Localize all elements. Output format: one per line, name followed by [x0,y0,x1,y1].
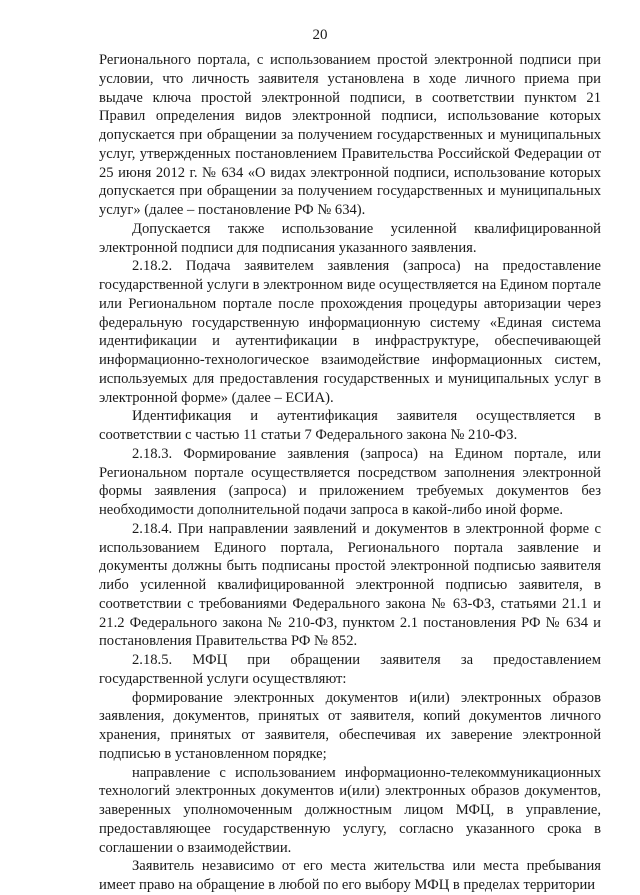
paragraph-2-18-2: 2.18.2. Подача заявителем заявления (запроса) на предоставление государственной услуги в электронном виде осуществляется на Едином портале или Региональном портале после прохождения процедуры авторизации через федеральную государственную информационную систему «Единая система идентификации и аутентификации в инфраструктуре, обеспечивающей информационно-технологическое взаимодействие информационных систем, используемых для предоставления государственных и муниципальных услуг в электронной форме» (далее – ЕСИА). [99,258,601,406]
paragraph-2-18-5: 2.18.5. МФЦ при обращении заявителя за предоставлением государственной услуги осуществляют: [99,652,601,687]
paragraph-sending-documents: направление с использованием информационно-телекоммуникационных технологий электронных документов и(или) электронных образов документов, заверенных уполномоченным должностным лицом МФЦ, в управление, предоставляющее государственную услугу, согласно указанного срока в соглашении о взаимодействии. [99,764,601,856]
paragraph-qualified-signature: Допускается также использование усиленной квалифицированной электронной подписи для подписания указанного заявления. [99,220,601,256]
page-number: 20 [312,27,328,43]
paragraph-applicant-choice: Заявитель независимо от его места жительства или места пребывания имеет право на обращение в любой по его выбору МФЦ в пределах территории [99,858,601,893]
paragraph-intro-continuation: Регионального портала, с использованием простой электронной подписи при условии, что личность заявителя установлена в ходе личного приема при выдаче ключа простой электронной подписи, в соответствии пунктом 21 Правил определения видов электронной подписи, использование которых допускается при обращении за получением государственных и муниципальных услуг, утвержденных постановлением Правительства Российской Федерации от 25 июня 2012 г. № 634 «О видах электронной подписи, использование которых допускается при обращении за получением государственных и муниципальных услуг» (далее – постановление РФ № 634). [99,52,601,218]
paragraph-identification: Идентификация и аутентификация заявителя осуществляется в соответствии с частью 11 статьи 7 Федерального закона № 210-ФЗ. [99,408,601,443]
paragraph-forming-documents: формирование электронных документов и(или) электронных образов заявления, документов, принятых от заявителя, копий документов личного хранения, принятых от заявителя, обеспечивая их заверение электронной подписью в установленном порядке; [99,689,601,762]
paragraph-2-18-3: 2.18.3. Формирование заявления (запроса) на Едином портале, или Региональном портале осуществляется посредством заполнения электронной формы заявления (запроса) и приложением требуемых документов без необходимости дополнительной подачи запроса в какой-либо иной форме. [99,445,601,518]
paragraph-2-18-4: 2.18.4. При направлении заявлений и документов в электронной форме с использованием Единого портала, Регионального портала заявление и документы должны быть подписаны простой электронной подписью заявителя либо усиленной квалифицированной электронной подписью заявителя, в соответствии с требованиями Федерального закона № 63-ФЗ, статьями 21.1 и 21.2 Федерального закона № 210-ФЗ, пунктом 2.1 постановления РФ № 634 и постановления Правительства РФ № 852. [99,520,601,650]
document-body [99,51,601,895]
